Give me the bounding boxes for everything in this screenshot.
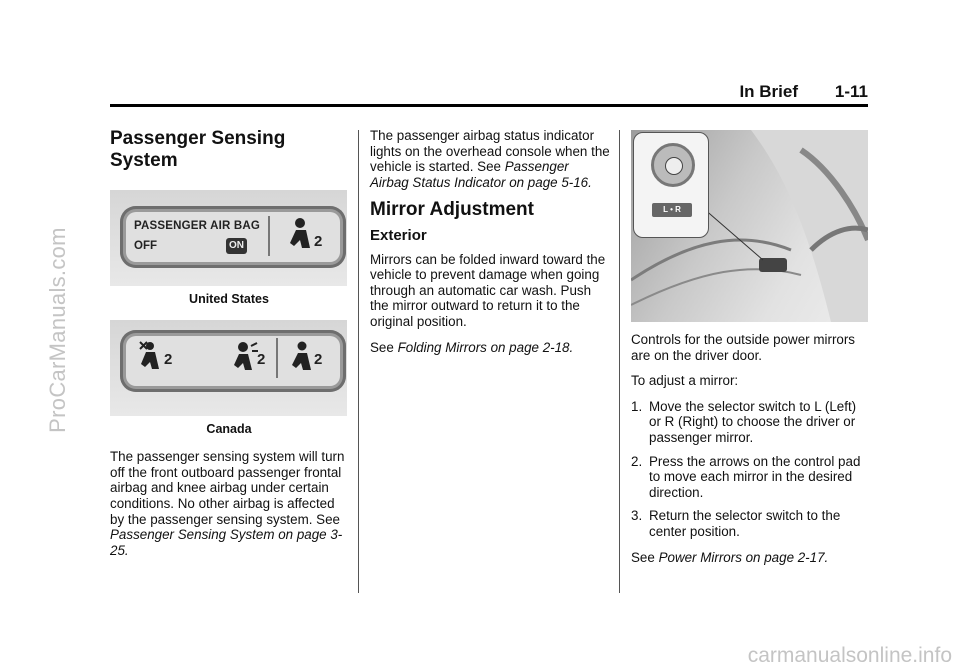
section-title: In Brief <box>739 82 798 101</box>
paragraph-text: The passenger airbag status indicator lights on the overhead console when the vehicle is started. See <box>370 128 610 175</box>
list-item <box>631 454 869 501</box>
step-text: Move the selector switch to L (Left) or R (Right) to choose the driver or passenger mirror. <box>649 398 857 445</box>
column-divider-2 <box>619 130 620 593</box>
airbag-panel-canada <box>120 330 346 392</box>
section-heading-passenger-sensing: Passenger Sensing System <box>110 128 286 171</box>
panel-title: PASSENGER AIR BAG <box>134 220 261 232</box>
control-closeup-inset <box>633 132 709 238</box>
list-item <box>631 508 869 539</box>
body-paragraph: Mirrors can be folded inward toward the vehicle to prevent damage when going through an automatic car wash. Push the mirror outward to return it to the original position. <box>370 251 606 329</box>
body-paragraph <box>370 340 610 356</box>
step-number: 2. <box>631 453 643 469</box>
step-number: 1. <box>631 398 643 414</box>
mirror-controls-photo <box>631 130 868 322</box>
column-divider-1 <box>358 130 359 593</box>
watermark-bottom: carmanualsonline.info <box>747 644 952 667</box>
cross-reference: Folding Mirrors on page 2-18. <box>397 339 574 355</box>
panel-divider <box>276 338 278 378</box>
mirror-icon <box>665 157 683 175</box>
seat-number: 2 <box>314 233 323 250</box>
cross-reference: Power Mirrors on page 2-17. <box>658 549 829 565</box>
selector-switch: L • R <box>652 203 692 217</box>
seat-number-3: 2 <box>314 350 323 368</box>
seat-number-2: 2 <box>257 350 266 368</box>
subheading-exterior: Exterior <box>370 226 427 244</box>
panel-divider <box>268 216 270 256</box>
section-heading-mirror-adjustment: Mirror Adjustment <box>370 199 534 221</box>
seat-occupant-icon <box>286 216 316 256</box>
see-text: See <box>631 549 655 565</box>
see-text: See <box>370 339 394 355</box>
airbag-panel-us <box>120 206 346 268</box>
airbag-panel-us-photo <box>110 190 347 286</box>
steps-list <box>631 399 869 540</box>
airbag-panel-canada-photo <box>110 320 347 416</box>
step-number: 3. <box>631 508 643 524</box>
caption-united-states: United States <box>189 292 269 306</box>
column-3 <box>631 130 869 575</box>
seat-occupant-icon <box>288 340 316 376</box>
step-text: Return the selector switch to the center position. <box>649 508 841 539</box>
column-2 <box>370 128 610 365</box>
panel-on-indicator: ON <box>226 238 247 254</box>
page-header <box>110 82 868 102</box>
header-rule <box>110 104 868 107</box>
body-paragraph <box>631 550 869 566</box>
watermark-side: ProCarManuals.com <box>45 227 70 433</box>
body-paragraph <box>110 449 348 558</box>
body-paragraph: Controls for the outside power mirrors are on the driver door. <box>631 332 856 363</box>
step-text: Press the arrows on the control pad to move each mirror in the desired direction. <box>649 453 861 500</box>
cross-reference: Passenger Airbag Status Indicator on page 5-16. <box>370 159 592 190</box>
mirror-control-pad <box>651 143 695 187</box>
column-1 <box>110 128 348 568</box>
list-item <box>631 399 869 446</box>
page-number: 1-11 <box>834 82 868 101</box>
airbag-off-icon <box>138 340 166 376</box>
panel-off-label: OFF <box>134 240 157 252</box>
airbag-on-icon <box>232 340 260 376</box>
cross-reference: Passenger Sensing System on page 3-25. <box>110 527 343 558</box>
body-paragraph: To adjust a mirror: <box>631 373 739 389</box>
body-paragraph <box>370 128 610 190</box>
caption-canada: Canada <box>206 421 252 436</box>
seat-number-1: 2 <box>164 350 173 368</box>
paragraph-text: The passenger sensing system will turn off the front outboard passenger frontal airbag and knee airbag under certain conditions. No other airbag is affected by the passenger sensing system. See <box>110 449 345 527</box>
